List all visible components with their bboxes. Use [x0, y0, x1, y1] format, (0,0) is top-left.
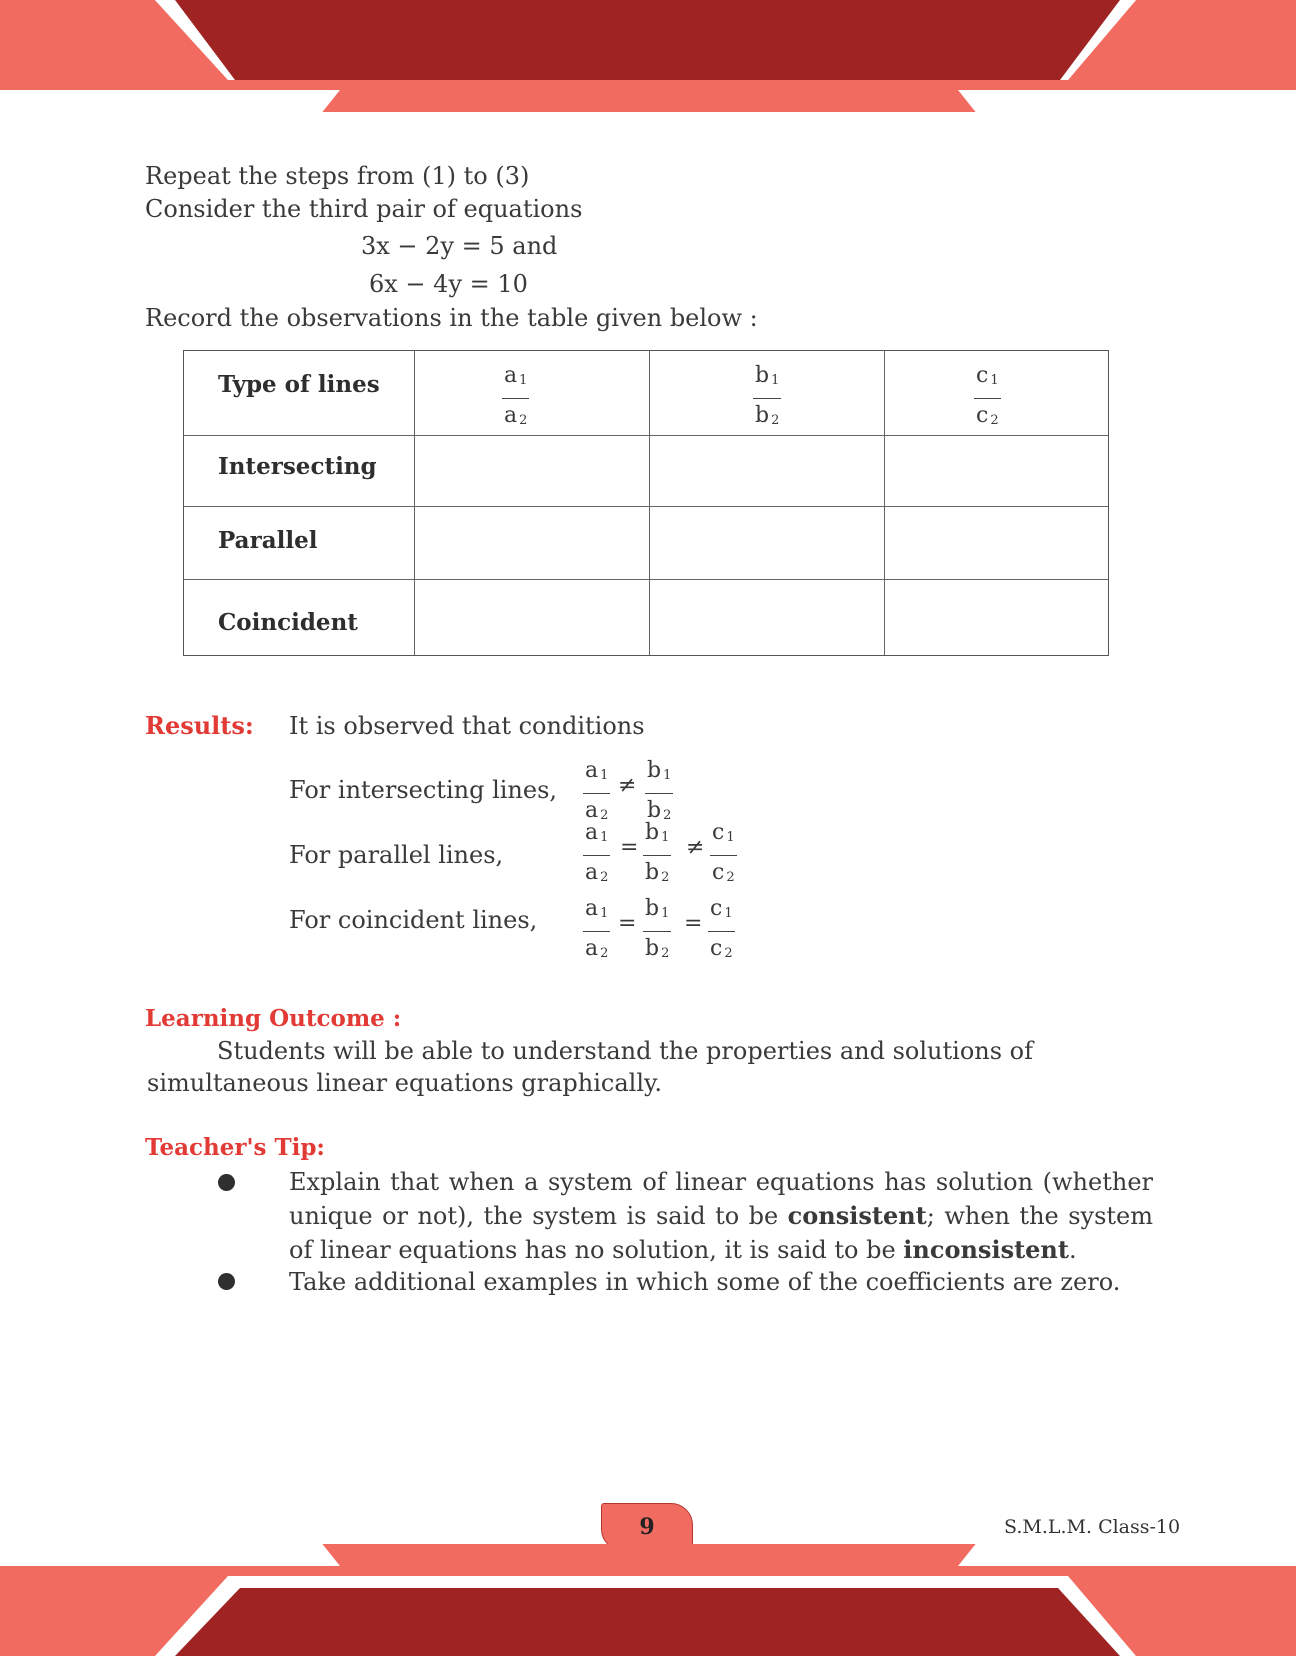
- teachers-tip-heading: Teacher's Tip:: [145, 1134, 325, 1161]
- fraction-a1-a2: $\frac{a _1}{a _2}$: [585, 758, 609, 823]
- tip-2: Take additional examples in which some of the coefficients are zero.: [289, 1268, 1121, 1296]
- equation-1: 3x − 2y = 5 and: [361, 232, 558, 260]
- row-label-coincident: Coincident: [218, 609, 358, 636]
- fraction-a1-a2: $\frac{a _1}{a _2}$: [585, 820, 609, 885]
- tip-1: Explain that when a system of linear equations has solution (whether unique or not), the system is said to be consistent; when the system of linear equations has no solution, it is said to be inconsistent.: [289, 1168, 1154, 1264]
- observation-table: [183, 350, 1109, 656]
- bullet-icon: [218, 1273, 235, 1290]
- learning-outcome-heading: Learning Outcome :: [145, 1005, 402, 1032]
- fraction-c1-c2: $\frac{c _1}{c _2}$: [712, 820, 735, 885]
- parallel-condition-label: For parallel lines,: [289, 841, 504, 869]
- fraction-b1-b2: $\frac{b _1}{b _2}$: [647, 758, 672, 823]
- book-title: S.M.L.M. Class-10: [1004, 1516, 1181, 1538]
- header-ratio-a: $\frac{a _1}{a _2}$: [504, 363, 528, 428]
- fraction-b1-b2: $\frac{b _1}{b _2}$: [645, 896, 670, 961]
- fraction-b1-b2: $\frac{b _1}{b _2}$: [645, 820, 670, 885]
- row-label-intersecting: Intersecting: [218, 453, 377, 480]
- header-ratio-c: $\frac{c _1}{c _2}$: [976, 363, 999, 428]
- fraction-a1-a2: $\frac{a _1}{a _2}$: [585, 896, 609, 961]
- header-ratio-b: $\frac{b _1}{b _2}$: [755, 363, 780, 428]
- results-intro: It is observed that conditions: [289, 712, 645, 740]
- intro-line-3: Record the observations in the table given below :: [145, 304, 758, 332]
- equal-sign: =: [684, 911, 703, 936]
- bullet-icon: [218, 1174, 235, 1191]
- footer-decoration: [0, 1541, 1296, 1656]
- header-type-of-lines: Type of lines: [218, 371, 380, 398]
- equal-sign: =: [618, 911, 637, 936]
- results-label: Results:: [145, 711, 254, 740]
- equal-sign: =: [620, 835, 639, 860]
- not-equal-sign: ≠: [618, 773, 637, 798]
- intersecting-condition-label: For intersecting lines,: [289, 776, 558, 804]
- not-equal-sign: ≠: [686, 835, 705, 860]
- learning-outcome-line-2: simultaneous linear equations graphically.: [147, 1069, 663, 1097]
- header-decoration: [0, 0, 1296, 115]
- page-number: 9: [601, 1503, 693, 1551]
- learning-outcome-line-1: Students will be able to understand the properties and solutions of: [217, 1037, 1034, 1065]
- intro-line-2: Consider the third pair of equations: [145, 195, 583, 223]
- equation-2: 6x − 4y = 10: [369, 270, 528, 298]
- fraction-c1-c2: $\frac{c _1}{c _2}$: [710, 896, 733, 961]
- row-label-parallel: Parallel: [218, 527, 318, 554]
- intro-line-1: Repeat the steps from (1) to (3): [145, 162, 530, 190]
- coincident-condition-label: For coincident lines,: [289, 906, 538, 934]
